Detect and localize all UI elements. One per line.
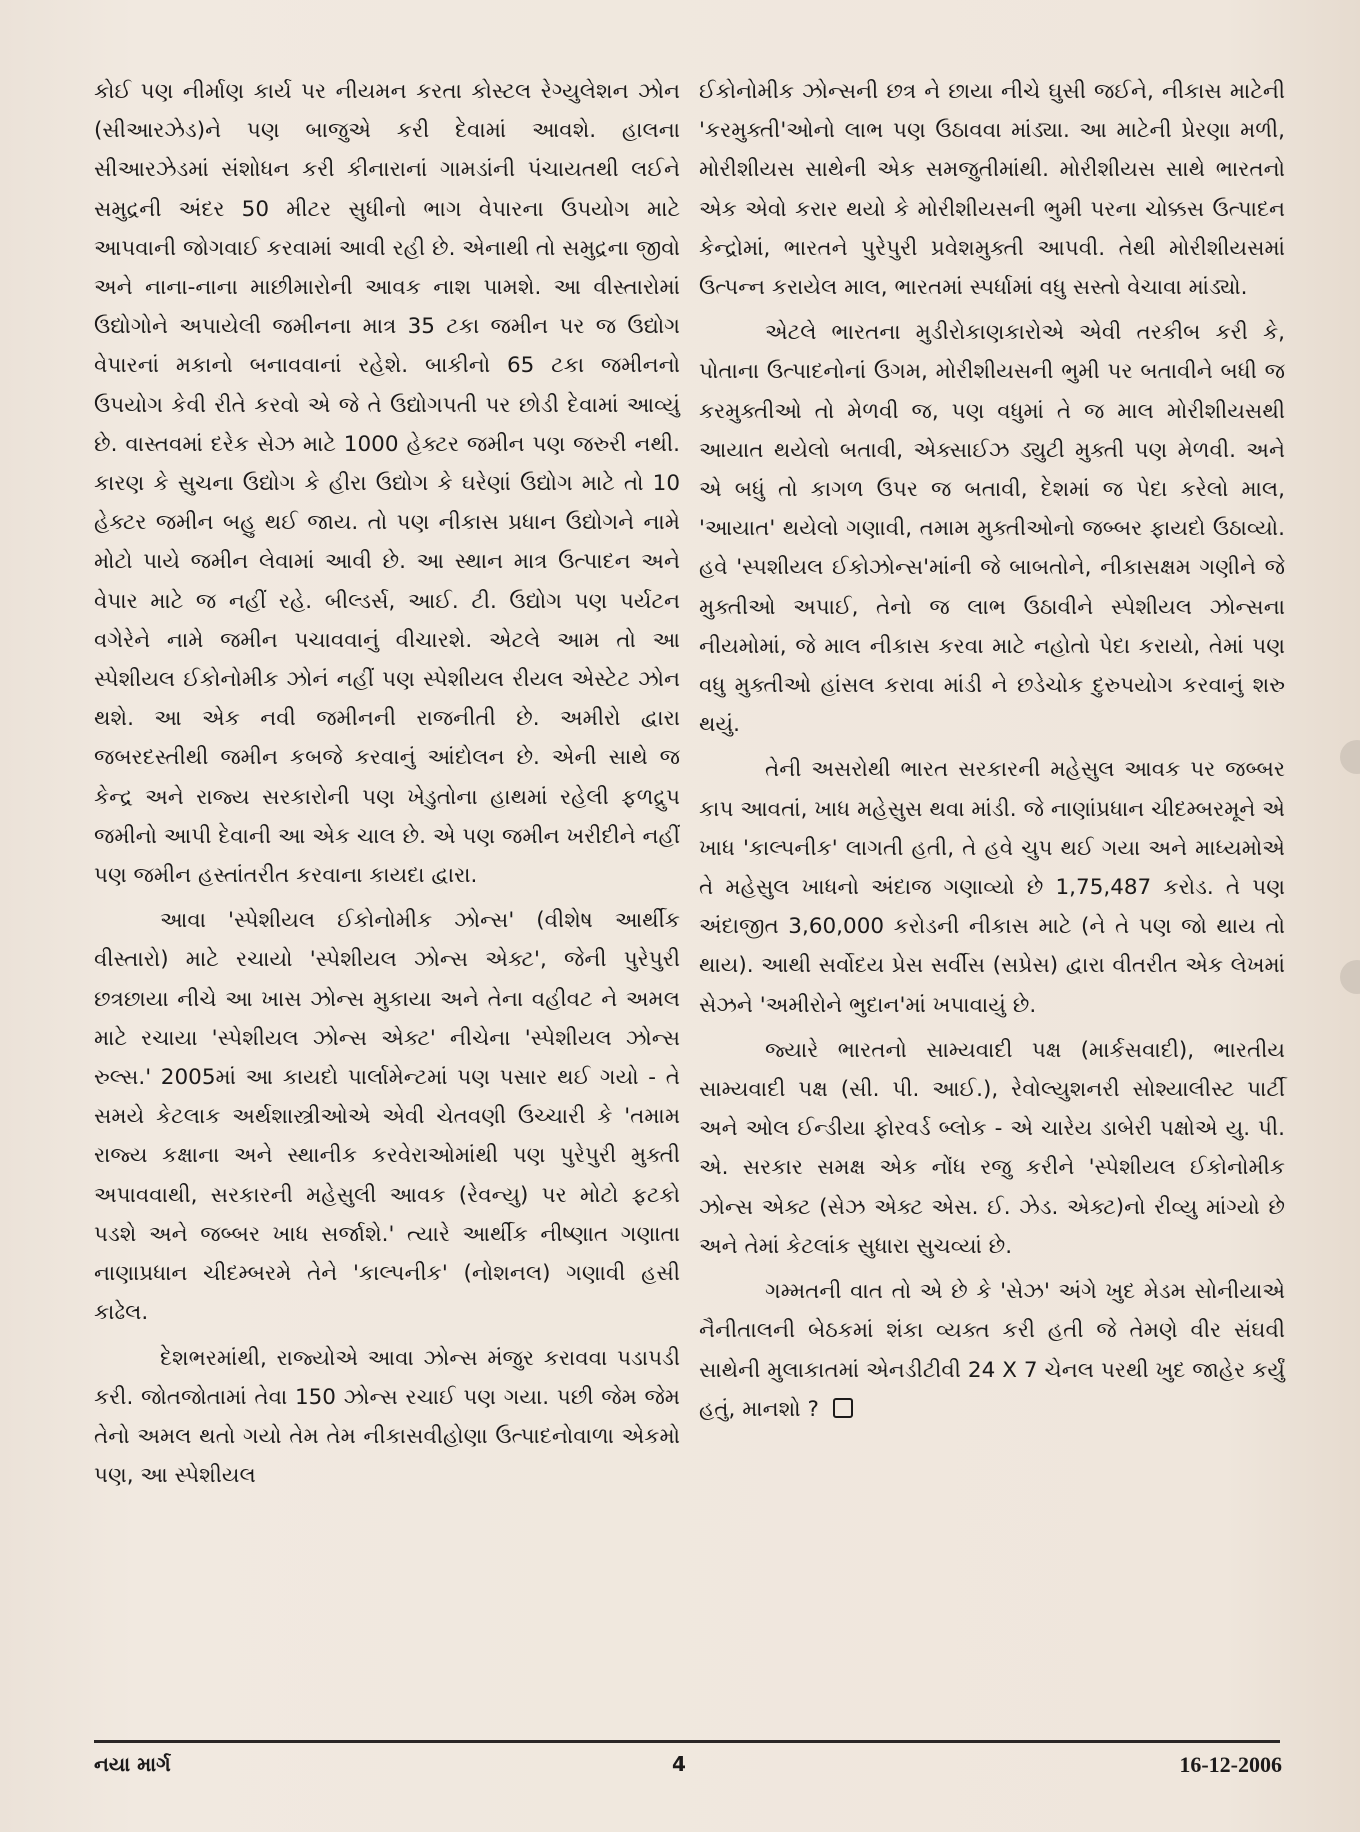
right-column: [699, 72, 1285, 1431]
paragraph: કોઈ પણ નીર્માણ કાર્ય પર નીયમન કરતા કોસ્ટલ રેગ્યુલેશન ઝોન (સીઆરઝેડ)ને પણ બાજુએ કરી દેવામાં આવશે. હાલના સીઆરઝેડમાં સંશોધન કરી કીનારાનાં ગામડાંની પંચાયતથી લઈને સમુદ્રની અંદર 50 મીટર સુધીનો ભાગ વેપારના ઉપયોગ માટે આપવાની જોગવાઈ કરવામાં આવી રહી છે. એનાથી તો સમુદ્રના જીવો અને નાના-નાના માછીમારોની આવક નાશ પામશે. આ વીસ્તારોમાં ઉદ્યોગોને અપાયેલી જમીનના માત્ર 35 ટકા જમીન પર જ ઉદ્યોગ વેપારનાં મકાનો બનાવવાનાં રહેશે. બાકીનો 65 ટકા જમીનનો ઉપયોગ કેવી રીતે કરવો એ જે તે ઉદ્યોગપતી પર છોડી દેવામાં આવ્યું છે. વાસ્તવમાં દરેક સેઝ માટે 1000 હેક્ટર જમીન પણ જરુરી નથી. કારણ કે સુચના ઉદ્યોગ કે હીરા ઉદ્યોગ કે ઘરેણાં ઉદ્યોગ માટે તો 10 હેક્ટર જમીન બહુ થઈ જાય. તો પણ નીકાસ પ્રધાન ઉદ્યોગને નામે મોટો પાયે જમીન લેવામાં આવી છે. આ સ્થાન માત્ર ઉત્પાદન અને વેપાર માટે જ નહીં રહે. બીલ્ડર્સ, આઈ. ટી. ઉદ્યોગ પણ પર્યટન વગેરેને નામે જમીન પચાવવાનું વીચારશે. એટલે આમ તો આ સ્પેશીયલ ઈકોનોમીક ઝોનં નહીં પણ સ્પેશીયલ રીયલ એસ્ટેટ ઝોન થશે. આ એક નવી જમીનની રાજનીતી છે. અમીરો દ્વારા જબરદસ્તીથી જમીન કબજે કરવાનું આંદોલન છે. એની સાથે જ કેન્દ્ર અને રાજ્ય સરકારોની પણ ખેડુતોના હાથમાં રહેલી ફળદ્રુપ જમીનો આપી દેવાની આ એક ચાલ છે. એ પણ જમીન ખરીદીને નહીં પણ જમીન હસ્તાંતરીત કરવાના કાયદા દ્વારા.: [94, 79, 680, 889]
left-column: [94, 72, 680, 1497]
paragraph-text: ગમ્મતની વાત તો એ છે કે 'સેઝ' અંગે ખુદ મેડમ સોનીયાએ નૈનીતાલની બેઠકમાં શંકા વ્યક્ત કરી હતી જે તેમણે વીર સંઘવી સાથેની મુલાકાતમાં એનડીટીવી 24 X 7 ચેનલ પરથી ખુદ જાહેર કર્યું હતું, માનશો ?: [699, 1279, 1285, 1422]
end-of-article-icon: [833, 1398, 853, 1418]
paragraph-last: [699, 1272, 1285, 1429]
paragraph: તેની અસરોથી ભારત સરકારની મહેસુલ આવક પર જબ્બર કાપ આવતાં, ખાધ મહેસુસ થવા માંડી. જે નાણાંપ્રધાન ચીદમ્બરમૂને એ ખાધ 'કાલ્પનીક' લાગતી હતી, તે હવે ચુપ થઈ ગયા અને માધ્યમોએ તે મહેસુલ ખાધનો અંદાજ ગણાવ્યો છે 1,75,487 કરોડ. તે પણ અંદાજીત 3,60,000 કરોડની નીકાસ માટે (ને તે પણ જો થાય તો થાય). આથી સર્વોદય પ્રેસ સર્વીસ (સપ્રેસ) દ્વારા વીતરીત એક લેખમાં સેઝને 'અમીરોને ભુદાન'માં ખપાવાયું છે.: [699, 757, 1285, 1018]
punch-hole: [1340, 960, 1360, 994]
page-number: 4: [672, 1752, 686, 1776]
issue-date: 16-12-2006: [1179, 1752, 1282, 1777]
publication-name: નયા માર્ગ: [94, 1752, 171, 1776]
punch-hole: [1340, 740, 1360, 774]
paragraph: દેશભરમાંથી, રાજ્યોએ આવા ઝોન્સ મંજુર કરાવવા પડાપડી કરી. જોતજોતામાં તેવા 150 ઝોન્સ રચાઈ પણ ગયા. પછી જેમ જેમ તેનો અમલ થતો ગયો તેમ તેમ નીકાસવીહોણા ઉત્પાદનોવાળા એકમો પણ, આ સ્પેશીયલ: [94, 1345, 680, 1489]
paragraph: જ્યારે ભારતનો સામ્યવાદી પક્ષ (માર્કસવાદી), ભારતીય સામ્યવાદી પક્ષ (સી. પી. આઈ.), રેવોલ્યુશનરી સોશ્યાલીસ્ટ પાર્ટી અને ઓલ ઈન્ડીયા ફોરવર્ડ બ્લોક - એ ચારેય ડાબેરી પક્ષોએ યુ. પી. એ. સરકાર સમક્ષ એક નોંધ રજુ કરીને 'સ્પેશીયલ ઈકોનોમીક ઝોન્સ એક્ટ (સેઝ એક્ટ એસ. ઈ. ઝેડ. એક્ટ)નો રીવ્યુ માંગ્યો છે અને તેમાં કેટલાંક સુધારા સુચવ્યાં છે.: [699, 1037, 1285, 1259]
paragraph: આવા 'સ્પેશીયલ ઈકોનોમીક ઝોન્સ' (વીશેષ આર્થીક વીસ્તારો) માટે રચાયો 'સ્પેશીયલ ઝોન્સ એક્ટ', જેની પુરેપુરી છત્રછાયા નીચે આ ખાસ ઝોન્સ મુકાયા અને તેના વહીવટ ને અમલ માટે રચાયા 'સ્પેશીયલ ઝોન્સ એક્ટ' નીચેના 'સ્પેશીયલ ઝોન્સ રુલ્સ.' 2005માં આ કાયદો પાર્લામેન્ટમાં પણ પસાર થઈ ગયો - તે સમયે કેટલાક અર્થશાસ્ત્રીઓએ એવી ચેતવણી ઉચ્ચારી કે 'તમામ રાજ્ય કક્ષાના અને સ્થાનીક કરવેરાઓમાંથી પણ પુરેપુરી મુક્તી અપાવવાથી, સરકારની મહેસુલી આવક (રેવન્યુ) પર મોટો ફટકો પડશે અને જબ્બર ખાધ સર્જાશે.' ત્યારે આર્થીક નીષ્ણાત ગણાતા નાણાપ્રધાન ચીદમ્બરમે તેને 'કાલ્પનીક' (નોશનલ) ગણાવી હસી કાઢેલ.: [94, 908, 680, 1326]
footer-divider: [94, 1740, 1280, 1743]
paragraph: ઈકોનોમીક ઝોન્સની છત્ર ને છાયા નીચે ઘુસી જઈને, નીકાસ માટેની 'કરમુક્તી'ઓનો લાભ પણ ઉઠાવવા માંડ્યા. આ માટેની પ્રેરણા મળી, મોરીશીયસ સાથેની એક સમજુતીમાંથી. મોરીશીયસ સાથે ભારતનો એક એવો કરાર થયો કે મોરીશીયસની ભુમી પરના ચોક્કસ ઉત્પાદન કેન્દ્રોમાં, ભારતને પુરેપુરી પ્રવેશમુક્તી આપવી. તેથી મોરીશીયસમાં ઉત્પન્ન કરાયેલ માલ, ભારતમાં સ્પર્ધામાં વધુ સસ્તો વેચાવા માંડ્યો.: [699, 79, 1285, 301]
paragraph: એટલે ભારતના મુડીરોકાણકારોએ એવી તરકીબ કરી કે, પોતાના ઉત્પાદનોનાં ઉગમ, મોરીશીયસની ભુમી પર બતાવીને બધી જ કરમુક્તીઓ તો મેળવી જ, પણ વધુમાં તે જ માલ મોરીશીયસથી આયાત થયેલો બતાવી, એક્સાઈઝ ડ્યુટી મુક્તી પણ મેળવી. અને એ બધું તો કાગળ ઉપર જ બતાવી, દેશમાં જ પેદા કરેલો માલ, 'આયાત' થયેલો ગણાવી, તમામ મુક્તીઓનો જબ્બર ફાયદો ઉઠાવ્યો. હવે 'સ્પશીયલ ઈકોઝોન્સ'માંની જે બાબતોને, નીકાસક્ષમ ગણીને જે મુક્તીઓ અપાઈ, તેનો જ લાભ ઉઠાવીને સ્પેશીયલ ઝોન્સના નીયમોમાં, જે માલ નીકાસ કરવા માટે નહોતો પેદા કરાયો, તેમાં પણ વધુ મુક્તીઓ હાંસલ કરાવા માંડી ને છડેચોક દુરુપયોગ કરવાનું શરુ થયું.: [699, 320, 1285, 738]
